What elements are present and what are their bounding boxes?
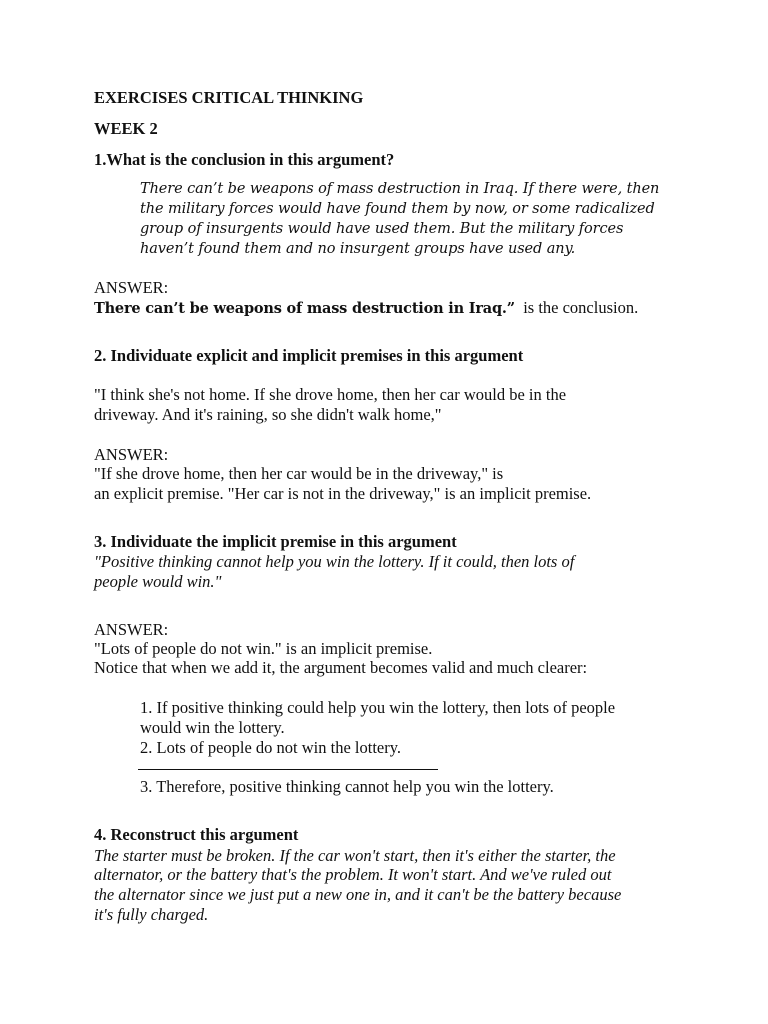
q1-argument-line: There can’t be weapons of mass destruction in Iraq. If there were, then [140, 181, 660, 197]
document-title: EXERCISES CRITICAL THINKING [94, 88, 364, 107]
conclusion-divider [138, 769, 438, 770]
q3-list-item: 1. If positive thinking could help you win the lottery, then lots of people [140, 698, 616, 717]
question-2-heading: 2. Individuate explicit and implicit premises in this argument [94, 346, 524, 365]
q1-answer-suffix: is the conclusion. [514, 298, 639, 317]
q3-answer-label: ANSWER: [94, 620, 169, 639]
question-3-heading: 3. Individuate the implicit premise in this argument [94, 532, 457, 551]
q2-answer-line: "If she drove home, then her car would be in the driveway," is [94, 464, 504, 483]
q2-argument-line: "I think she's not home. If she drove home, then her car would be in the [94, 385, 567, 404]
q3-list-item: would win the lottery. [140, 718, 285, 737]
q3-argument-line: people would win." [94, 572, 222, 591]
q3-answer-line: "Lots of people do not win." is an implicit premise. [94, 639, 433, 658]
q4-argument-line: alternator, or the battery that's the problem. It won't start. And we've ruled out [94, 865, 612, 884]
q3-list-item: 2. Lots of people do not win the lottery. [140, 738, 402, 757]
q3-list-item: 3. Therefore, positive thinking cannot help you win the lottery. [140, 777, 554, 796]
q4-argument-line: The starter must be broken. If the car won't start, then it's either the starter, the [94, 846, 616, 865]
q1-answer [94, 298, 638, 319]
q3-argument-line: "Positive thinking cannot help you win the lottery. If it could, then lots of [94, 552, 575, 571]
q3-answer-line: Notice that when we add it, the argument becomes valid and much clearer: [94, 658, 588, 677]
q2-answer-label: ANSWER: [94, 445, 169, 464]
question-4-heading: 4. Reconstruct this argument [94, 825, 299, 844]
q4-argument-line: it's fully charged. [94, 905, 209, 924]
q4-argument-line: the alternator since we just put a new one in, and it can't be the battery because [94, 885, 622, 904]
q1-answer-quote: There can’t be weapons of mass destruction in Iraq.” [94, 300, 515, 317]
q1-answer-label: ANSWER: [94, 278, 169, 297]
q2-argument-line: driveway. And it's raining, so she didn't walk home," [94, 405, 442, 424]
q1-argument-line: the military forces would have found them by now, or some radicalized [140, 201, 655, 217]
q1-argument-line: group of insurgents would have used them. But the military forces [140, 221, 624, 237]
q1-argument-line: haven’t found them and no insurgent groups have used any. [140, 241, 576, 257]
q2-answer-line: an explicit premise. "Her car is not in the driveway," is an implicit premise. [94, 484, 592, 503]
question-1-heading: 1.What is the conclusion in this argument? [94, 150, 395, 169]
week-label: WEEK 2 [94, 119, 158, 138]
